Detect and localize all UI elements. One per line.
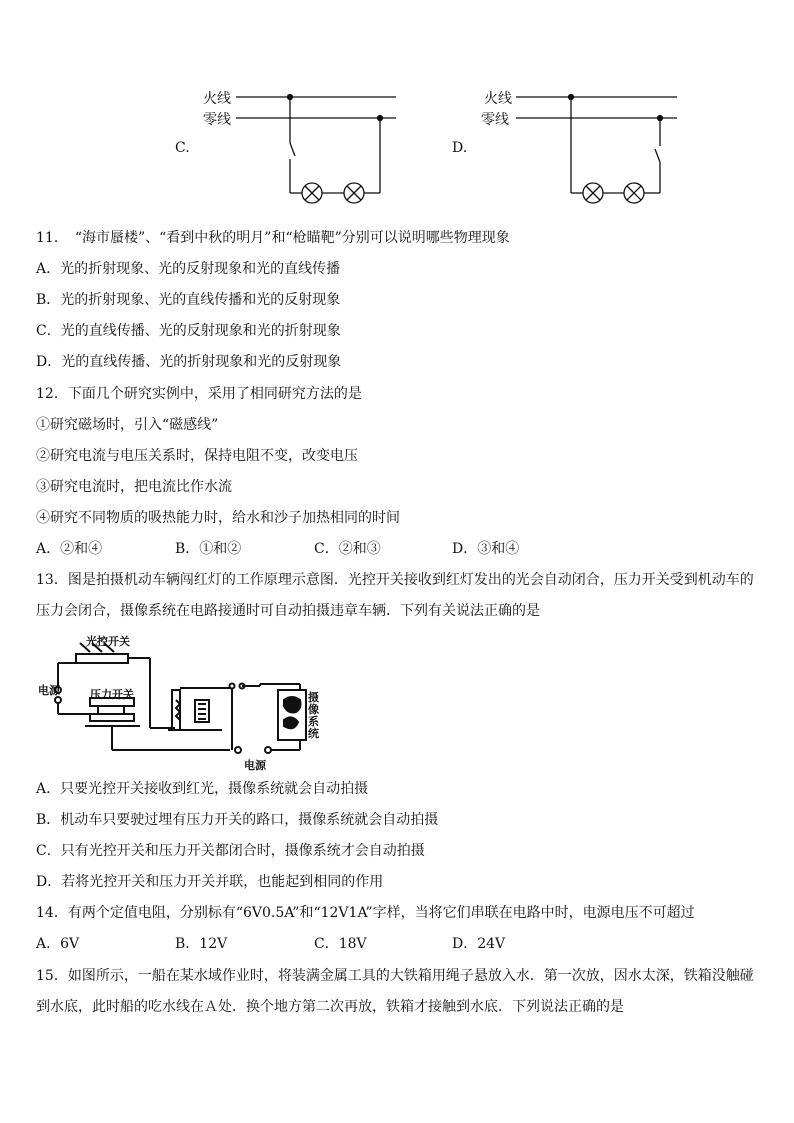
- q12-option-d: D．③和④: [452, 541, 520, 557]
- q11-option-b: B．光的折射现象、光的直线传播和光的反射现象: [36, 292, 341, 308]
- q11-option-d: D．光的直线传播、光的折射现象和光的反射现象: [36, 354, 342, 370]
- q12-item-3: ③研究电流时，把电流比作水流: [36, 479, 232, 495]
- q12-item-2: ②研究电流与电压关系时，保持电阻不变，改变电压: [36, 448, 358, 464]
- q12-stem: 12．下面几个研究实例中，采用了相同研究方法的是: [36, 386, 362, 402]
- q15-stem-line2: 到水底，此时船的吃水线在Ａ处．换个地方第二次再放，铁箱才接触到水底．下列说法正确的是: [36, 999, 624, 1015]
- q12-item-4: ④研究不同物质的吸热能力时，给水和沙子加热相同的时间: [36, 510, 400, 526]
- q14-stem: 14．有两个定值电阻，分别标有“6V0.5A”和“12V1A”字样，当将它们串联在电路中时，电源电压不可超过: [36, 905, 695, 921]
- q11-option-c: C．光的直线传播、光的反射现象和光的折射现象: [36, 323, 341, 339]
- camera-system-label: 摄像系统: [308, 691, 319, 740]
- q12-option-c: C．②和③: [314, 541, 381, 557]
- q12-option-a: A．②和④: [36, 541, 103, 557]
- q13-option-c: C．只有光控开关和压力开关都闭合时，摄像系统才会自动拍摄: [36, 843, 425, 859]
- q14-option-c: C．18V: [314, 936, 367, 952]
- q13-stem-line2: 压力会闭合，摄像系统在电路接通时可自动拍摄违章车辆．下列有关说法正确的是: [36, 603, 540, 619]
- q13-stem-line1: 13．图是拍摄机动车辆闯红灯的工作原理示意图．光控开关接收到红灯发出的光会自动闭合，压力开关受到机动车的: [36, 572, 754, 588]
- neutral-wire-label-c: 零线: [203, 112, 231, 128]
- option-c-label: C.: [175, 140, 190, 156]
- live-wire-label-c: 火线: [203, 91, 231, 107]
- q13-option-d: D．若将光控开关和压力开关并联，也能起到相同的作用: [36, 874, 384, 890]
- light-switch-label: 光控开关: [86, 635, 130, 648]
- option-d-label: D.: [452, 140, 468, 156]
- q11-option-a: A．光的折射现象、光的反射现象和光的直线传播: [36, 261, 341, 277]
- q13-option-a: A．只要光控开关接收到红光，摄像系统就会自动拍摄: [36, 781, 369, 797]
- power-bottom-label: 电源: [244, 759, 266, 772]
- q13-option-b: B．机动车只要驶过埋有压力开关的路口，摄像系统就会自动拍摄: [36, 812, 439, 828]
- q15-stem-line1: 15．如图所示，一船在某水域作业时，将装满金属工具的大铁箱用绳子悬放入水．第一次放，因水太深，铁箱没触碰: [36, 968, 754, 984]
- q12-item-1: ①研究磁场时，引入“磁感线”: [36, 417, 219, 433]
- q14-option-d: D．24V: [452, 936, 506, 952]
- pressure-switch-label: 压力开关: [90, 688, 134, 701]
- live-wire-label-d: 火线: [484, 91, 512, 107]
- q14-option-a: A．6V: [36, 936, 80, 952]
- neutral-wire-label-d: 零线: [481, 112, 509, 128]
- q14-option-b: B．12V: [175, 936, 228, 952]
- q11-stem: 11． “海市蜃楼”、“看到中秋的明月”和“枪瞄靶”分别可以说明哪些物理现象: [36, 230, 510, 246]
- power-left-label: 电源: [38, 684, 60, 697]
- q12-option-b: B．①和②: [175, 541, 242, 557]
